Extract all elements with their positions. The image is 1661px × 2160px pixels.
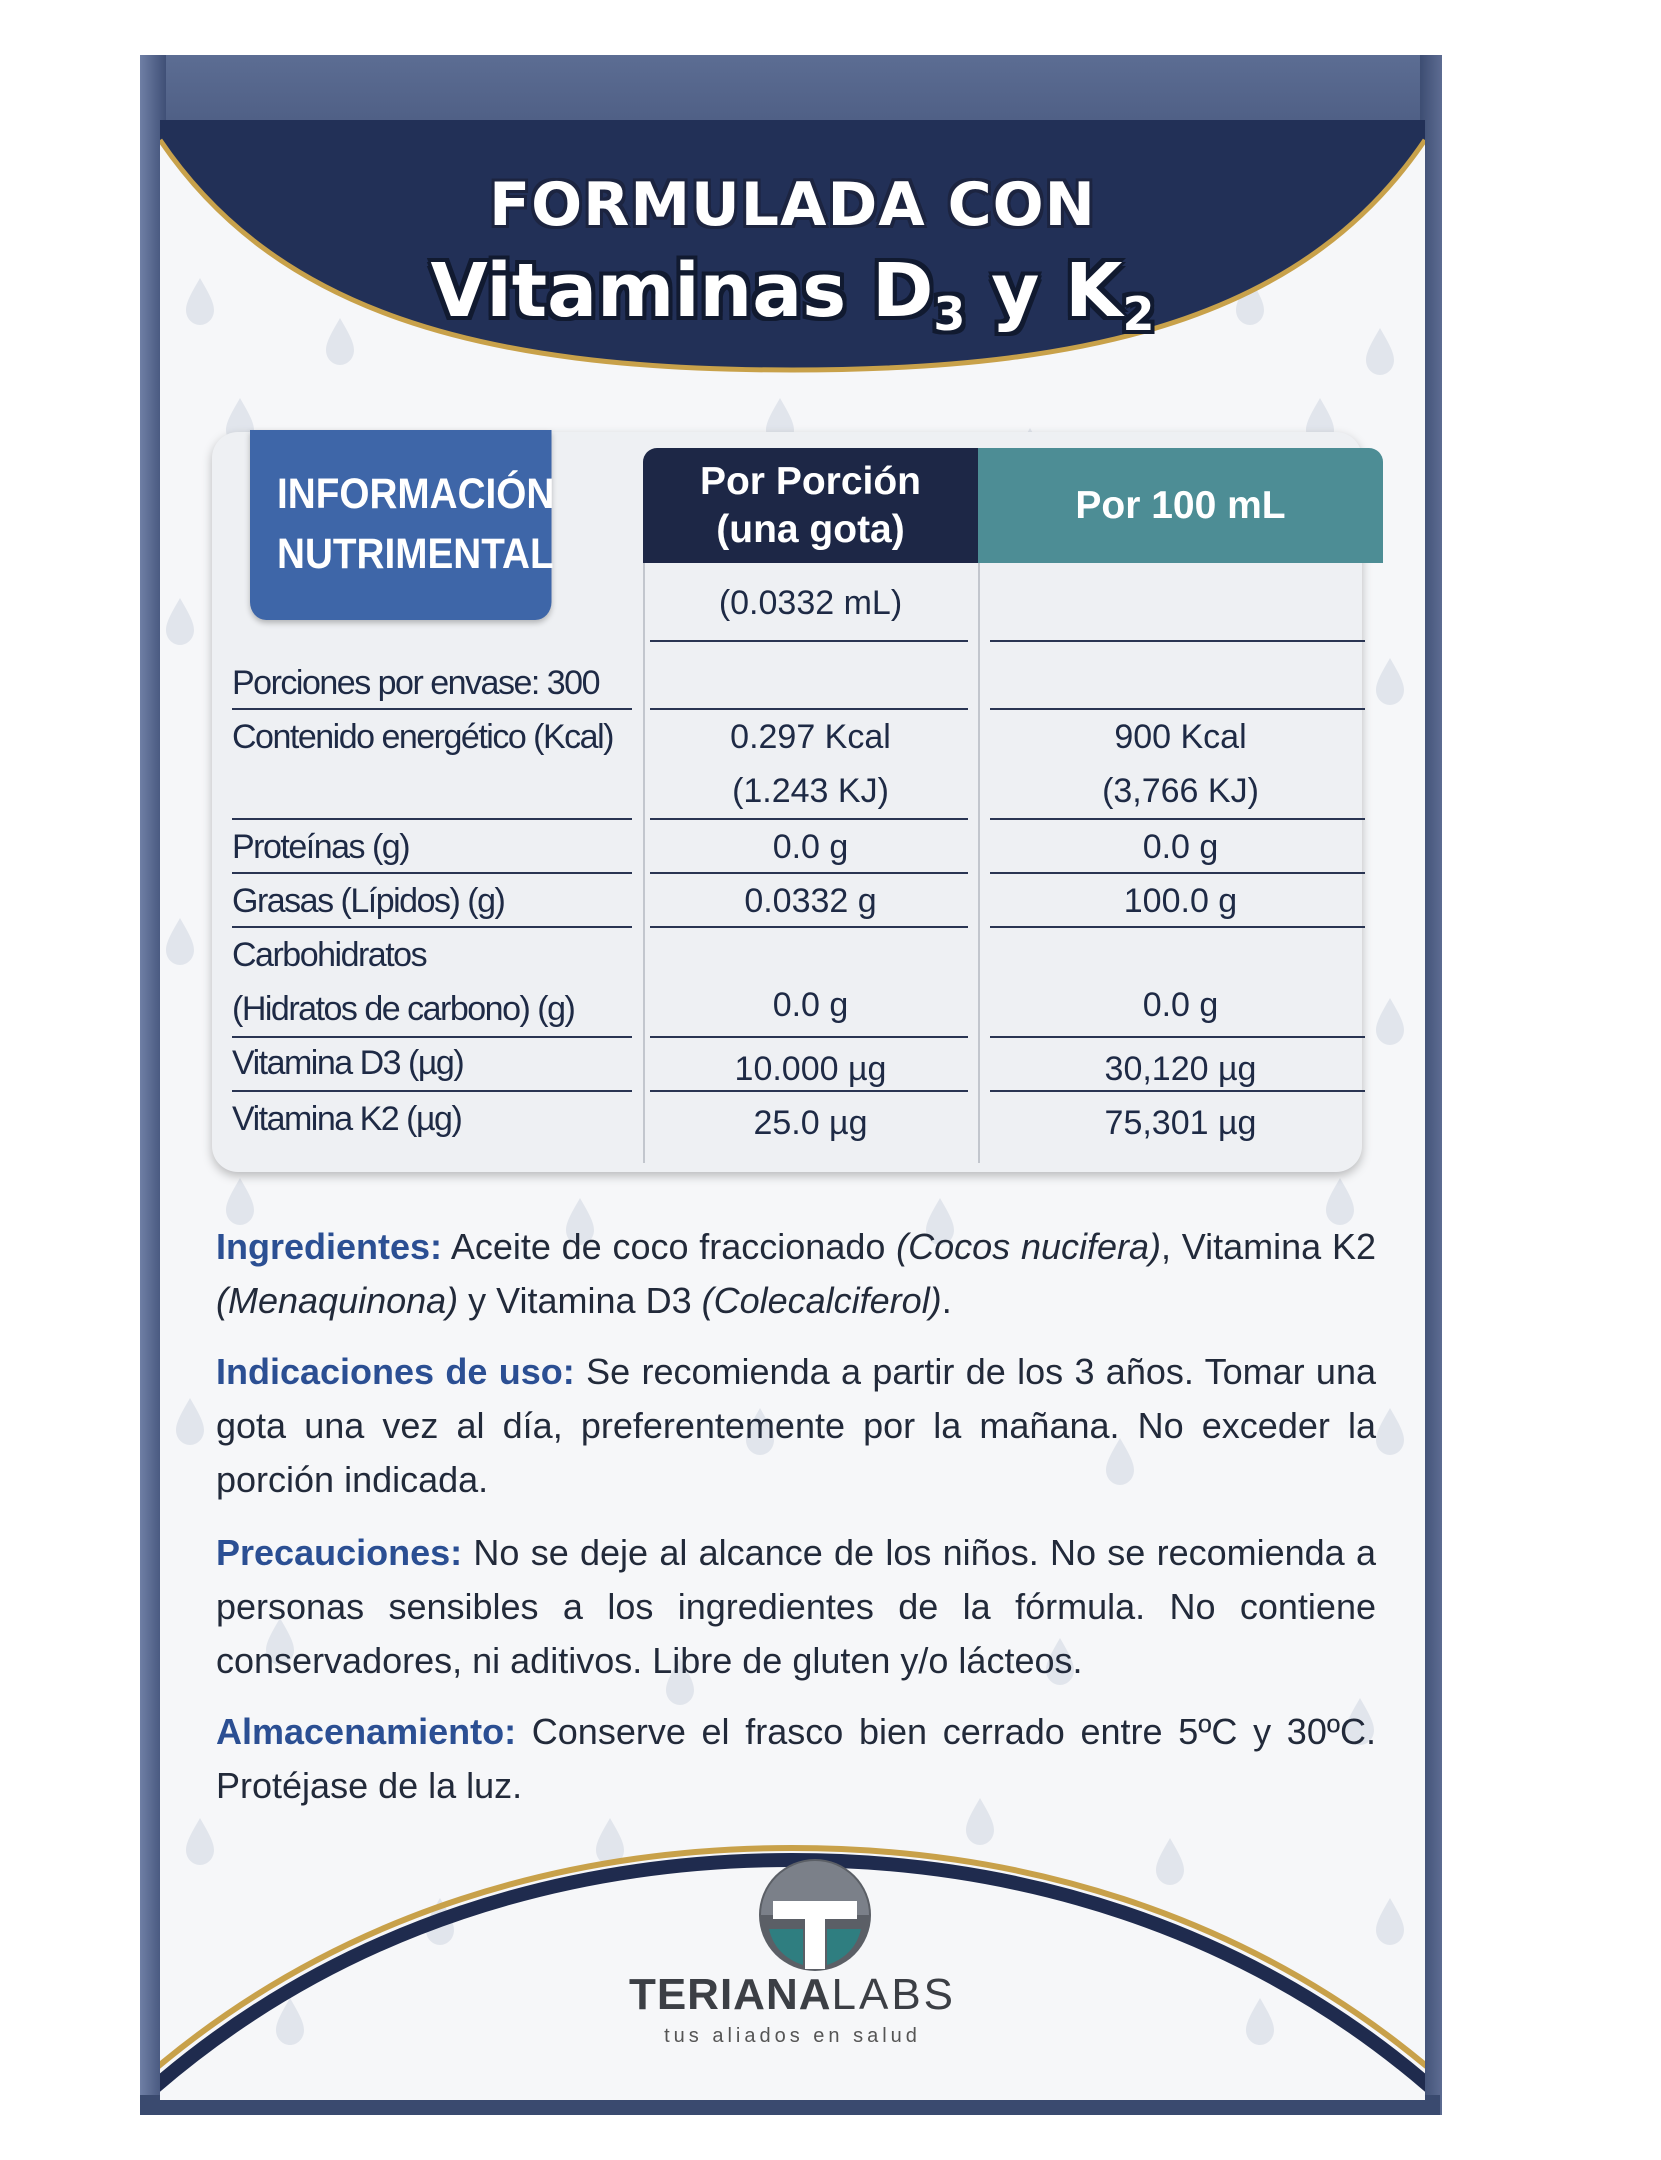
storage-text: Almacenamiento: Conserve el frasco bien cerrado entre 5ºC y 30ºC. Protéjase de la luz. (216, 1711, 1376, 1806)
value-per-100ml: 900 Kcal (1114, 718, 1247, 756)
row-label: Proteínas (g) (232, 828, 410, 866)
row-label: Porciones por envase: 300 (232, 664, 599, 702)
row-divider (990, 640, 1365, 642)
row-divider (232, 1090, 632, 1092)
value-per-serving: 0.0 g (772, 986, 849, 1024)
brand-tagline: tus aliados en salud (664, 2025, 921, 2047)
nutrition-table-title: INFORMACIÓN NUTRIMENTAL (250, 430, 552, 620)
banner-title-line1: FORMULADA CON (489, 170, 1096, 240)
row-divider (990, 926, 1365, 928)
storage-heading: Almacenamiento: (216, 1711, 517, 1752)
column-header-per-serving: Por Porción (una gota) (643, 448, 978, 563)
row-divider (990, 708, 1365, 710)
row-divider (650, 1090, 968, 1092)
value-per-100ml: 0.0 g (1142, 986, 1219, 1024)
value-per-100ml: 0.0 g (1142, 828, 1219, 866)
banner-title-line2: Vitaminas $D_3$ y $K_2$ (430, 248, 1155, 341)
row-divider (232, 872, 632, 874)
row-divider (232, 708, 632, 710)
row-label: Carbohidratos (232, 936, 427, 974)
row-divider (232, 926, 632, 928)
row-divider (990, 872, 1365, 874)
row-divider (990, 818, 1365, 820)
value-per-serving: 25.0 µg (753, 1104, 868, 1142)
row-divider (650, 1036, 968, 1038)
brand-name: TERIANALABS (628, 1970, 957, 2019)
value-per-100ml: 30,120 µg (1104, 1050, 1257, 1088)
precautions-heading: Precauciones: (216, 1532, 463, 1573)
value-per-100ml-kj: (3,766 KJ) (1102, 772, 1259, 810)
row-divider (650, 926, 968, 928)
value-per-serving: 0.0332 g (744, 882, 877, 920)
ingredients-text: Ingredientes: Aceite de coco fraccionado (Cocos nucifera), Vitamina K2 (Menaquinona) y Vitamina D3 (Colecalciferol). (216, 1226, 1376, 1321)
value-per-100ml: 100.0 g (1123, 882, 1238, 920)
row-divider (650, 708, 968, 710)
row-divider (990, 1090, 1365, 1092)
row-divider (650, 640, 968, 642)
column-header-per-100ml: Por 100 mL (978, 448, 1383, 563)
row-label: Contenido energético (Kcal) (232, 718, 613, 756)
ingredients-heading: Ingredientes: (216, 1226, 443, 1267)
value-per-serving: 10.000 µg (734, 1050, 887, 1088)
usage-heading: Indicaciones de uso: (216, 1351, 575, 1392)
row-label: Vitamina K2 (µg) (232, 1100, 462, 1138)
teriana-logo-icon (755, 1855, 875, 1975)
row-divider (990, 1036, 1365, 1038)
value-per-serving: 0.297 Kcal (730, 718, 891, 756)
value-per-serving-kj: (1.243 KJ) (732, 772, 889, 810)
row-label: Vitamina D3 (µg) (232, 1044, 464, 1082)
value-per-100ml: 75,301 µg (1104, 1104, 1257, 1142)
portion-size: (0.0332 mL) (718, 584, 903, 622)
precautions-text: Precauciones: No se deje al alcance de los niños. No se recomienda a personas sensibles a los ingredientes de la fórmula. No contiene conservadores, ni aditivos. Libre de gluten y/o lácteos. (216, 1532, 1376, 1681)
box-face (160, 120, 1425, 2100)
value-per-serving: 0.0 g (772, 828, 849, 866)
row-divider (232, 818, 632, 820)
row-divider (650, 872, 968, 874)
row-divider (650, 818, 968, 820)
row-label: Grasas (Lípidos) (g) (232, 882, 505, 920)
row-label-secondary: (Hidratos de carbono) (g) (232, 990, 575, 1028)
usage-text: Indicaciones de uso: Se recomienda a partir de los 3 años. Tomar una gota una vez al día, preferentemente por la mañana. No exceder la porción indicada. (216, 1351, 1376, 1500)
